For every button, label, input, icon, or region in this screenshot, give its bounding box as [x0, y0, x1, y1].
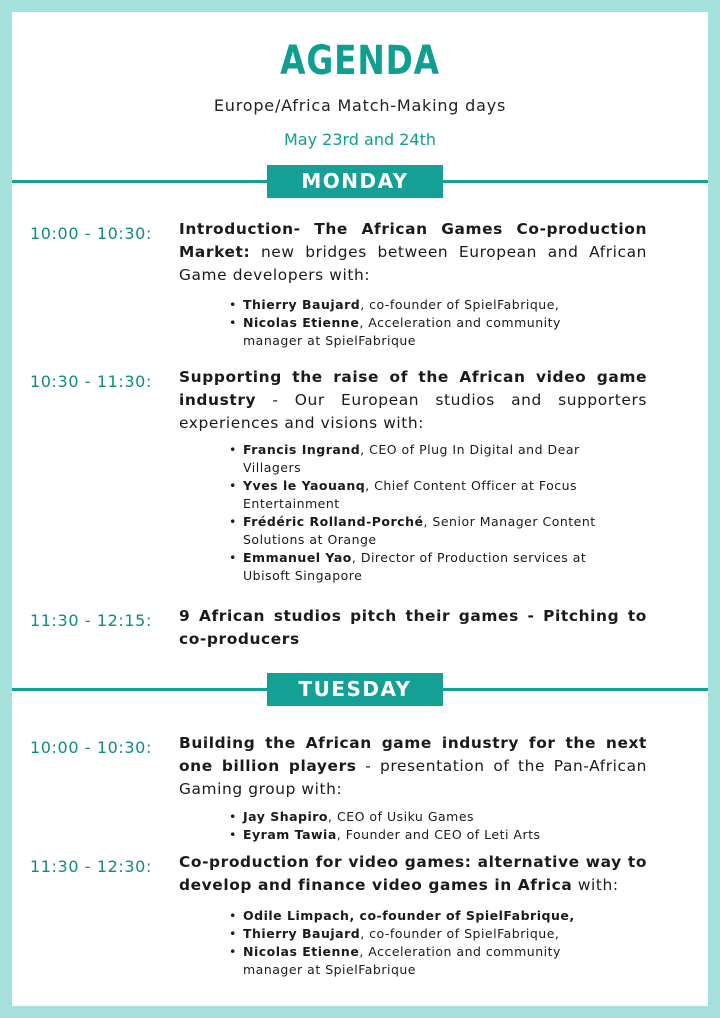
speaker-name: Eyram Tawia	[243, 827, 337, 842]
session-description	[179, 218, 647, 287]
speaker-role: , Senior Manager Content Solutions at Orange	[243, 514, 596, 547]
session-description	[179, 732, 647, 801]
speaker-name: Yves le Yaouanq	[243, 478, 366, 493]
page-title: AGENDA	[280, 38, 440, 84]
session-description	[179, 366, 647, 435]
speaker-name: Thierry Baujard	[243, 926, 361, 941]
session-description	[179, 851, 647, 897]
speaker-role: , CEO of Plug In Digital and Dear Villagers	[243, 442, 580, 475]
day-label-tuesday: TUESDAY	[267, 673, 443, 706]
speaker-item	[243, 943, 603, 979]
speaker-name: Thierry Baujard	[243, 297, 361, 312]
speaker-item	[243, 441, 603, 477]
session-text: with:	[572, 876, 619, 894]
session-description	[179, 605, 647, 651]
speaker-item	[243, 314, 603, 350]
session-title: 9 African studios pitch their games - Pitching to co-producers	[179, 607, 647, 648]
event-subtitle: Europe/Africa Match-Making days	[213, 96, 507, 115]
speaker-name: Jay Shapiro	[243, 809, 329, 824]
speaker-list	[222, 808, 603, 844]
speaker-item	[243, 296, 603, 314]
session-title: Co-production for video games: alternative way to develop and finance video games in Africa	[179, 853, 647, 894]
speaker-name: Francis Ingrand	[243, 442, 361, 457]
speaker-name: Nicolas Etienne	[243, 944, 360, 959]
speaker-name: Emmanuel Yao	[243, 550, 352, 565]
speaker-item	[243, 477, 603, 513]
session-title: Building the African game industry for the next one billion players	[179, 734, 647, 775]
speaker-item	[243, 826, 603, 844]
speaker-item	[243, 513, 603, 549]
agenda-page	[12, 12, 708, 1006]
event-date: May 23rd and 24th	[283, 130, 437, 149]
speaker-name: Odile Limpach, co-founder of SpielFabrique,	[243, 908, 575, 923]
speaker-name: Frédéric Rolland-Porché	[243, 514, 424, 529]
speaker-item	[243, 925, 603, 943]
speaker-list	[222, 441, 603, 585]
speaker-item	[243, 549, 603, 585]
speaker-role: , Founder and CEO of Leti Arts	[336, 827, 541, 842]
day-label-monday: MONDAY	[267, 165, 443, 198]
session-time: 10:00 - 10:30:	[30, 224, 152, 243]
speaker-role: , co-founder of SpielFabrique,	[360, 297, 560, 312]
session-time: 10:00 - 10:30:	[30, 738, 152, 757]
session-text: new bridges between European and African Game developers with:	[179, 243, 647, 284]
session-time: 10:30 - 11:30:	[30, 372, 152, 391]
speaker-role: , co-founder of SpielFabrique,	[360, 926, 560, 941]
speaker-role: , Chief Content Officer at Focus Entertainment	[243, 478, 578, 511]
speaker-role: , Acceleration and community manager at SpielFabrique	[243, 944, 561, 977]
session-time: 11:30 - 12:30:	[30, 857, 152, 876]
session-title: Supporting the raise of the African video game industry	[179, 368, 647, 409]
session-text: - presentation of the Pan-African Gaming group with:	[179, 757, 647, 798]
speaker-role: , CEO of Usiku Games	[328, 809, 475, 824]
session-text: - Our European studios and supporters experiences and visions with:	[179, 391, 647, 432]
session-title: Introduction- The African Games Co-production Market:	[179, 220, 647, 261]
speaker-item	[243, 907, 603, 925]
session-time: 11:30 - 12:15:	[30, 611, 152, 630]
speaker-role: , Director of Production services at Ubisoft Singapore	[243, 550, 587, 583]
speaker-name: Nicolas Etienne	[243, 315, 360, 330]
speaker-item	[243, 808, 603, 826]
speaker-list	[222, 907, 603, 979]
speaker-list	[222, 296, 603, 350]
speaker-role: , Acceleration and community manager at SpielFabrique	[243, 315, 561, 348]
